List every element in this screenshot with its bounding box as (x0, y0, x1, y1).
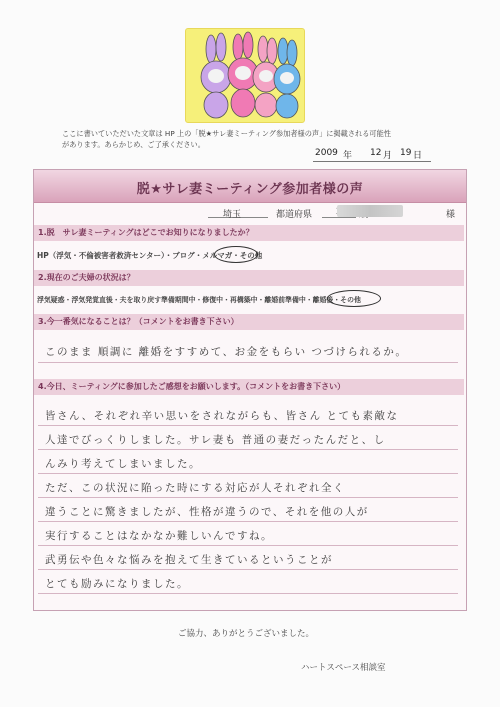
answer-line: 皆さん、それぞれ辛い思いをされながらも、皆さん とても素敵な (45, 410, 399, 422)
date-month-unit: 月 (383, 151, 393, 161)
answer-line: ただ、この状況に陥った時にする対応が人それぞれ全く (45, 482, 345, 494)
redacted-name (337, 205, 403, 217)
date-year-unit: 年 (343, 151, 353, 161)
answer-line: 違うことに驚きましたが、性格が違うので、それを他の人が (45, 506, 369, 518)
mascot-illustration (185, 28, 305, 123)
question-2-heading: 2.現在のご夫婦の状況は？ (34, 270, 464, 286)
date-day-unit: 日 (413, 151, 423, 161)
answer-line: 人達でびっくりしました。サレ妻も 普通の妻だったんだと、し (45, 434, 386, 446)
answer-line: 武勇伝や色々な悩みを抱えて生きているということが (45, 554, 333, 566)
prefecture-value: 埼玉 (223, 210, 242, 220)
organization-signature: ハートスペース相談室 (301, 663, 386, 673)
selection-circle-q2 (327, 290, 381, 307)
date-day: 19 (400, 148, 412, 158)
date-month: 12 (370, 148, 382, 158)
prefecture-label: 都道府県 (276, 210, 313, 220)
closing-message: ご協力、ありがとうございました。 (178, 629, 315, 639)
date-field (313, 148, 431, 162)
answer-line: んみり考えてしまいました。 (45, 458, 201, 470)
answer-line: とても励みになりました。 (45, 578, 189, 590)
question-4-heading: 4.今日、ミーティングに参加したご感想をお願いします。（コメントをお書き下さい） (34, 379, 464, 395)
selection-circle-q1 (214, 246, 258, 263)
answer-line: 実行することはなかなか難しいんですね。 (45, 530, 273, 542)
form-title: 脱★サレ妻ミーティング参加者様の声 (136, 182, 364, 197)
question-3-heading: 3.今一番気になることは？（コメントをお書き下さい） (34, 314, 464, 330)
question-2-options: 浮気疑惑・浮気発覚直後・夫を取り戻す準備期間中・修復中・再構築中・離婚前準備中・離婚後・その他 (37, 296, 361, 304)
notice-line-2: があります。あらかじめ、ご了承ください。 (62, 140, 205, 149)
respondent-info-row (178, 207, 458, 221)
bunny-characters-image (186, 29, 304, 122)
question-4-answer (45, 404, 398, 596)
date-year: 2009 (315, 148, 338, 158)
form-title-bar (34, 170, 466, 203)
question-1-heading: 1.脱 サレ妻ミーティングはどこでお知りになりましたか？ (34, 225, 464, 241)
notice-line-1: ここに書いていただいた文章は HP 上の「脱★サレ妻ミーティング参加者様の声」に掲載される可能性 (62, 129, 391, 138)
question-1-options: HP（浮気・不倫被害者救済センター）・ブログ・メルマガ・その他 (37, 251, 263, 260)
question-3-answer: このまま 順調に 離婚をすすめて、お金をもらい つづけられるか。 (45, 346, 408, 358)
publication-notice (62, 128, 442, 150)
honorific: 様 (446, 210, 456, 220)
